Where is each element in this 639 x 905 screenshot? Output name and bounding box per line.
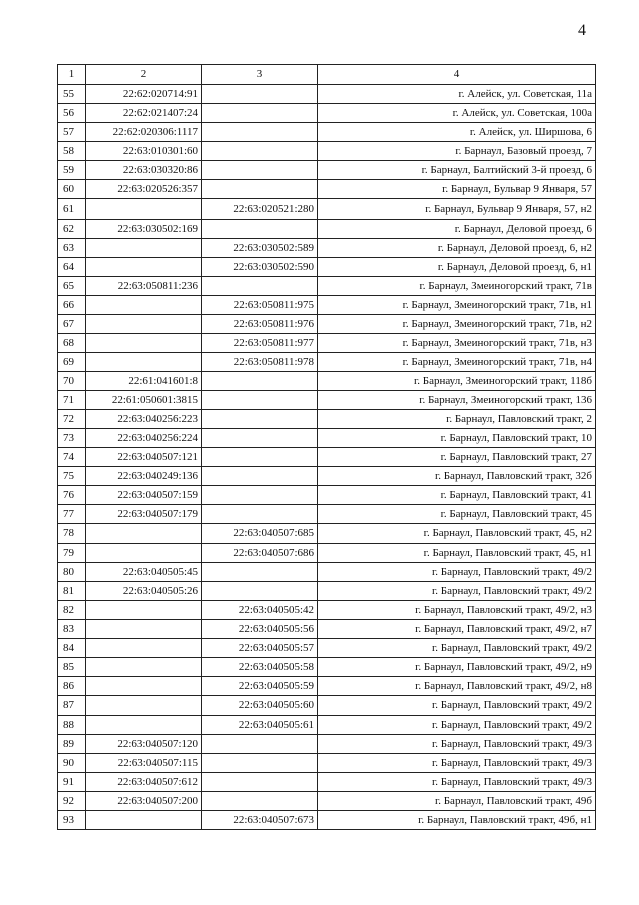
table-row bbox=[58, 372, 596, 391]
row-number: 87 bbox=[58, 696, 86, 716]
address-cell: г. Алейск, ул. Советская, 100а bbox=[318, 104, 596, 123]
address-cell: г. Барнаул, Павловский тракт, 27 bbox=[318, 448, 596, 467]
cadastral-number: 22:63:040507:179 bbox=[86, 505, 202, 524]
cadastral-number: 22:63:040507:200 bbox=[86, 792, 202, 811]
table-row bbox=[58, 199, 596, 220]
room-cadastral-number bbox=[202, 429, 318, 448]
address-cell: г. Барнаул, Павловский тракт, 49/3 bbox=[318, 754, 596, 773]
cadastral-number bbox=[86, 315, 202, 334]
cadastral-number bbox=[86, 658, 202, 677]
row-number: 82 bbox=[58, 601, 86, 620]
room-cadastral-number: 22:63:030502:589 bbox=[202, 239, 318, 258]
address-cell: г. Алейск, ул. Советская, 11а bbox=[318, 85, 596, 104]
table-row bbox=[58, 104, 596, 123]
row-number: 88 bbox=[58, 716, 86, 735]
row-number: 68 bbox=[58, 334, 86, 353]
cadastral-number bbox=[86, 677, 202, 696]
address-cell: г. Барнаул, Павловский тракт, 49/2 bbox=[318, 582, 596, 601]
room-cadastral-number bbox=[202, 85, 318, 104]
table-row bbox=[58, 582, 596, 601]
address-cell: г. Барнаул, Змеиногорский тракт, 71в, н4 bbox=[318, 353, 596, 372]
table-header-row bbox=[58, 65, 596, 85]
table-row bbox=[58, 773, 596, 792]
cadastral-number bbox=[86, 620, 202, 639]
row-number: 74 bbox=[58, 448, 86, 467]
address-cell: г. Барнаул, Павловский тракт, 45, н1 bbox=[318, 544, 596, 563]
cadastral-number bbox=[86, 601, 202, 620]
row-number: 89 bbox=[58, 735, 86, 754]
room-cadastral-number bbox=[202, 467, 318, 486]
row-number: 93 bbox=[58, 811, 86, 830]
table-row bbox=[58, 220, 596, 239]
address-cell: г. Барнаул, Павловский тракт, 49/2, н3 bbox=[318, 601, 596, 620]
room-cadastral-number: 22:63:040505:61 bbox=[202, 716, 318, 735]
address-cell: г. Барнаул, Змеиногорский тракт, 71в, н3 bbox=[318, 334, 596, 353]
table-row bbox=[58, 85, 596, 104]
address-cell: г. Барнаул, Деловой проезд, 6, н2 bbox=[318, 239, 596, 258]
column-header-3: 3 bbox=[202, 65, 318, 85]
address-cell: г. Барнаул, Павловский тракт, 10 bbox=[318, 429, 596, 448]
table-row bbox=[58, 391, 596, 410]
row-number: 58 bbox=[58, 142, 86, 161]
table-row bbox=[58, 277, 596, 296]
address-cell: г. Барнаул, Павловский тракт, 49/3 bbox=[318, 773, 596, 792]
address-cell: г. Барнаул, Павловский тракт, 45 bbox=[318, 505, 596, 524]
row-number: 80 bbox=[58, 563, 86, 582]
table-row bbox=[58, 410, 596, 429]
cadastral-number: 22:63:040256:223 bbox=[86, 410, 202, 429]
address-cell: г. Барнаул, Балтийский 3-й проезд, 6 bbox=[318, 161, 596, 180]
row-number: 83 bbox=[58, 620, 86, 639]
cadastral-number: 22:63:040507:159 bbox=[86, 486, 202, 505]
address-cell: г. Барнаул, Павловский тракт, 49/2 bbox=[318, 639, 596, 658]
row-number: 84 bbox=[58, 639, 86, 658]
table-row bbox=[58, 123, 596, 142]
table-row bbox=[58, 486, 596, 505]
row-number: 64 bbox=[58, 258, 86, 277]
room-cadastral-number bbox=[202, 448, 318, 467]
row-number: 55 bbox=[58, 85, 86, 104]
address-cell: г. Барнаул, Павловский тракт, 2 bbox=[318, 410, 596, 429]
table-row bbox=[58, 639, 596, 658]
room-cadastral-number: 22:63:050811:978 bbox=[202, 353, 318, 372]
row-number: 90 bbox=[58, 754, 86, 773]
room-cadastral-number bbox=[202, 792, 318, 811]
row-number: 92 bbox=[58, 792, 86, 811]
room-cadastral-number bbox=[202, 123, 318, 142]
room-cadastral-number: 22:63:040507:673 bbox=[202, 811, 318, 830]
address-cell: г. Барнаул, Павловский тракт, 49/2 bbox=[318, 563, 596, 582]
table-row bbox=[58, 544, 596, 563]
cadastral-number: 22:63:040256:224 bbox=[86, 429, 202, 448]
table-row bbox=[58, 429, 596, 448]
address-cell: г. Барнаул, Базовый проезд, 7 bbox=[318, 142, 596, 161]
address-cell: г. Барнаул, Змеиногорский тракт, 71в, н1 bbox=[318, 296, 596, 315]
cadastral-number: 22:63:040505:45 bbox=[86, 563, 202, 582]
cadastral-number: 22:63:040507:612 bbox=[86, 773, 202, 792]
room-cadastral-number bbox=[202, 563, 318, 582]
row-number: 65 bbox=[58, 277, 86, 296]
room-cadastral-number bbox=[202, 372, 318, 391]
row-number: 91 bbox=[58, 773, 86, 792]
cadastral-number bbox=[86, 639, 202, 658]
cadastral-number: 22:63:050811:236 bbox=[86, 277, 202, 296]
room-cadastral-number: 22:63:030502:590 bbox=[202, 258, 318, 277]
table-row bbox=[58, 658, 596, 677]
row-number: 77 bbox=[58, 505, 86, 524]
row-number: 86 bbox=[58, 677, 86, 696]
table-row bbox=[58, 239, 596, 258]
page-number: 4 bbox=[578, 22, 586, 39]
room-cadastral-number bbox=[202, 505, 318, 524]
row-number: 56 bbox=[58, 104, 86, 123]
room-cadastral-number: 22:63:040505:59 bbox=[202, 677, 318, 696]
address-cell: г. Барнаул, Павловский тракт, 45, н2 bbox=[318, 524, 596, 544]
row-number: 78 bbox=[58, 524, 86, 544]
row-number: 66 bbox=[58, 296, 86, 315]
table-row bbox=[58, 296, 596, 315]
row-number: 67 bbox=[58, 315, 86, 334]
cadastral-number bbox=[86, 696, 202, 716]
cadastral-number: 22:63:030502:169 bbox=[86, 220, 202, 239]
address-cell: г. Барнаул, Павловский тракт, 41 bbox=[318, 486, 596, 505]
room-cadastral-number bbox=[202, 486, 318, 505]
room-cadastral-number bbox=[202, 161, 318, 180]
cadastral-number: 22:63:040507:120 bbox=[86, 735, 202, 754]
table-row bbox=[58, 315, 596, 334]
address-cell: г. Барнаул, Павловский тракт, 32б bbox=[318, 467, 596, 486]
row-number: 70 bbox=[58, 372, 86, 391]
room-cadastral-number: 22:63:040505:58 bbox=[202, 658, 318, 677]
cadastral-number: 22:62:021407:24 bbox=[86, 104, 202, 123]
cadastral-number: 22:63:030320:86 bbox=[86, 161, 202, 180]
table-body bbox=[58, 85, 596, 830]
cadastral-table bbox=[57, 64, 596, 830]
row-number: 85 bbox=[58, 658, 86, 677]
room-cadastral-number: 22:63:040505:60 bbox=[202, 696, 318, 716]
room-cadastral-number: 22:63:040507:686 bbox=[202, 544, 318, 563]
address-cell: г. Алейск, ул. Ширшова, 6 bbox=[318, 123, 596, 142]
cadastral-number: 22:63:040249:136 bbox=[86, 467, 202, 486]
room-cadastral-number: 22:63:040505:42 bbox=[202, 601, 318, 620]
room-cadastral-number bbox=[202, 582, 318, 601]
table-row bbox=[58, 353, 596, 372]
row-number: 73 bbox=[58, 429, 86, 448]
cadastral-number bbox=[86, 716, 202, 735]
column-header-4: 4 bbox=[318, 65, 596, 85]
row-number: 69 bbox=[58, 353, 86, 372]
row-number: 62 bbox=[58, 220, 86, 239]
address-cell: г. Барнаул, Бульвар 9 Января, 57 bbox=[318, 180, 596, 199]
room-cadastral-number: 22:63:050811:977 bbox=[202, 334, 318, 353]
address-cell: г. Барнаул, Павловский тракт, 49/2, н8 bbox=[318, 677, 596, 696]
table-row bbox=[58, 505, 596, 524]
table-row bbox=[58, 563, 596, 582]
address-cell: г. Барнаул, Павловский тракт, 49б bbox=[318, 792, 596, 811]
room-cadastral-number bbox=[202, 104, 318, 123]
room-cadastral-number bbox=[202, 180, 318, 199]
room-cadastral-number: 22:63:040507:685 bbox=[202, 524, 318, 544]
row-number: 81 bbox=[58, 582, 86, 601]
room-cadastral-number bbox=[202, 410, 318, 429]
row-number: 76 bbox=[58, 486, 86, 505]
column-header-2: 2 bbox=[86, 65, 202, 85]
cadastral-number bbox=[86, 199, 202, 220]
address-cell: г. Барнаул, Деловой проезд, 6 bbox=[318, 220, 596, 239]
cadastral-number: 22:62:020714:91 bbox=[86, 85, 202, 104]
table-row bbox=[58, 142, 596, 161]
cadastral-number bbox=[86, 811, 202, 830]
cadastral-number bbox=[86, 544, 202, 563]
table-row bbox=[58, 524, 596, 544]
row-number: 63 bbox=[58, 239, 86, 258]
cadastral-number bbox=[86, 258, 202, 277]
address-cell: г. Барнаул, Павловский тракт, 49/2, н7 bbox=[318, 620, 596, 639]
table-row bbox=[58, 696, 596, 716]
room-cadastral-number: 22:63:040505:57 bbox=[202, 639, 318, 658]
row-number: 72 bbox=[58, 410, 86, 429]
room-cadastral-number bbox=[202, 277, 318, 296]
room-cadastral-number bbox=[202, 773, 318, 792]
table-row bbox=[58, 811, 596, 830]
room-cadastral-number bbox=[202, 391, 318, 410]
cadastral-number: 22:62:020306:1117 bbox=[86, 123, 202, 142]
address-cell: г. Барнаул, Бульвар 9 Января, 57, н2 bbox=[318, 199, 596, 220]
cadastral-number: 22:63:020526:357 bbox=[86, 180, 202, 199]
address-cell: г. Барнаул, Павловский тракт, 49/3 bbox=[318, 735, 596, 754]
table-row bbox=[58, 161, 596, 180]
table-row bbox=[58, 467, 596, 486]
cadastral-number: 22:63:040507:115 bbox=[86, 754, 202, 773]
room-cadastral-number: 22:63:050811:976 bbox=[202, 315, 318, 334]
address-cell: г. Барнаул, Деловой проезд, 6, н1 bbox=[318, 258, 596, 277]
table-row bbox=[58, 601, 596, 620]
table-row bbox=[58, 754, 596, 773]
table-row bbox=[58, 180, 596, 199]
table-row bbox=[58, 792, 596, 811]
table-row bbox=[58, 334, 596, 353]
column-header-1: 1 bbox=[58, 65, 86, 85]
address-cell: г. Барнаул, Змеиногорский тракт, 118б bbox=[318, 372, 596, 391]
cadastral-number bbox=[86, 524, 202, 544]
room-cadastral-number: 22:63:020521:280 bbox=[202, 199, 318, 220]
room-cadastral-number: 22:63:040505:56 bbox=[202, 620, 318, 639]
table-row bbox=[58, 716, 596, 735]
table-row bbox=[58, 258, 596, 277]
row-number: 57 bbox=[58, 123, 86, 142]
row-number: 60 bbox=[58, 180, 86, 199]
cadastral-number: 22:61:041601:8 bbox=[86, 372, 202, 391]
room-cadastral-number bbox=[202, 220, 318, 239]
room-cadastral-number bbox=[202, 735, 318, 754]
table-row bbox=[58, 735, 596, 754]
row-number: 75 bbox=[58, 467, 86, 486]
room-cadastral-number bbox=[202, 754, 318, 773]
row-number: 79 bbox=[58, 544, 86, 563]
address-cell: г. Барнаул, Павловский тракт, 49/2 bbox=[318, 696, 596, 716]
address-cell: г. Барнаул, Змеиногорский тракт, 71в bbox=[318, 277, 596, 296]
table-row bbox=[58, 448, 596, 467]
room-cadastral-number bbox=[202, 142, 318, 161]
cadastral-number bbox=[86, 296, 202, 315]
cadastral-number bbox=[86, 239, 202, 258]
address-cell: г. Барнаул, Змеиногорский тракт, 71в, н2 bbox=[318, 315, 596, 334]
cadastral-number bbox=[86, 334, 202, 353]
address-cell: г. Барнаул, Павловский тракт, 49/2, н9 bbox=[318, 658, 596, 677]
cadastral-number: 22:63:040507:121 bbox=[86, 448, 202, 467]
cadastral-number: 22:63:010301:60 bbox=[86, 142, 202, 161]
cadastral-number bbox=[86, 353, 202, 372]
cadastral-number: 22:61:050601:3815 bbox=[86, 391, 202, 410]
table-row bbox=[58, 677, 596, 696]
cadastral-number: 22:63:040505:26 bbox=[86, 582, 202, 601]
room-cadastral-number: 22:63:050811:975 bbox=[202, 296, 318, 315]
row-number: 71 bbox=[58, 391, 86, 410]
address-cell: г. Барнаул, Павловский тракт, 49/2 bbox=[318, 716, 596, 735]
address-cell: г. Барнаул, Змеиногорский тракт, 136 bbox=[318, 391, 596, 410]
table-row bbox=[58, 620, 596, 639]
row-number: 59 bbox=[58, 161, 86, 180]
address-cell: г. Барнаул, Павловский тракт, 49б, н1 bbox=[318, 811, 596, 830]
row-number: 61 bbox=[58, 199, 86, 220]
